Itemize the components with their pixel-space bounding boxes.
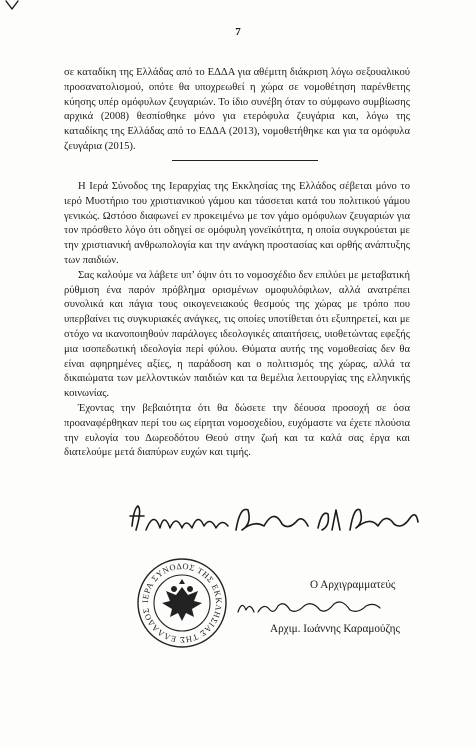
holy-synod-seal: [136, 557, 228, 649]
secretary-signature: [234, 594, 384, 618]
body-text-top: [64, 66, 410, 155]
section-divider: [172, 160, 318, 161]
corner-mark-icon: [4, 0, 26, 12]
paragraph-1: σε καταδίκη της Ελλάδας από το ΕΔΔΑ για αθέμιτη διάκριση λόγω σεξουαλικού προσανατολισμού, οπότε θα υποχρεωθεί η χώρα σε νομοθέτηση παρένθετης κύησης υπέρ ομόφυλων ζευγαριών. Το ίδιο συνέβη όταν το σύμφωνο συμβίωσης αρχικά (2008) θεσπίσθηκε μόνο για ετερόφυλα ζευγάρια και, λόγω της καταδίκης της Ελλάδας από το ΕΔΔΑ (2013), νομοθετήθηκε και για τα ομόφυλα ζευγάρια (2015).: [64, 67, 410, 152]
page-number: 7: [235, 26, 241, 38]
svg-text:ΙΕΡΑ ΣΥΝΟΔΟΣ ΤΗΣ ΕΚΚΛΗΣΙΑΣ ΤΗΣ: ΙΕΡΑ ΣΥΝΟΔΟΣ ΤΗΣ ΕΚΚΛΗΣΙΑΣ ΤΗΣ ΕΛΛΑΔΟΣ: [140, 561, 224, 645]
body-text-main: [64, 180, 410, 461]
paragraph-4: Έχοντας την βεβαιότητα ότι θα δώσετε την δέουσα προσοχή σε όσα προαναφέρθηκαν περί του ως είρηται νομοσχεδίου, ευχόμαστε να έχετε πλούσια την ευλογία του Δωρεοδότου Θεού στην ζωή και τα καλά σας έργα και διατελούμε μετά διαπύρων ευχών και τιμής.: [64, 402, 410, 459]
paragraph-2: Η Ιερά Σύνοδος της Ιεραρχίας της Εκκλησίας της Ελλάδος σέβεται μόνο το ιερό Μυστήριο του χριστιανικού γάμου και τάσσεται κατά του πολιτικού γάμου γενικώς. Ωστόσο διαφωνεί εν προκειμένω με τον γάμο ομόφυλων ζευγαριών για τον πρόσθετο λόγο ότι οδηγεί σε ομόφυλη γονεϊκότητα, η οποία συγκρούεται με την χριστιανική ανθρωπολογία και την ανάγκη προστασίας και ορθής ανάπτυξης των παιδιών.: [64, 181, 410, 266]
double-headed-eagle-icon: [162, 579, 202, 621]
paragraph-3: Σας καλούμε να λάβετε υπ’ όψιν ότι το νομοσχέδιο δεν επιλύει με μεταβατική ρύθμιση ένα παρόν πρόβλημα ορισμένων ομοφυλόφιλων, αλλά ανατρέπει συνολικά και πάγια τους οικογενειακούς θεσμούς της χώρας με τρόπο που υπερβαίνει τις συγκυριακές ανάγκες, τις οποίες υποτίθεται ότι εξυπηρετεί, και με στόχο να ικανοποιηθούν παράλογες ιδεολογικές απαιτήσεις, υιοθετώντας εφεξής μια ισοπεδωτική ιδεολογία περί φύλου. Θύματα αυτής της νομοθεσίας δεν θα είναι αφηρημένες αξίες, η παράδοση και ο πολιτισμός της χώρας, αλλά τα δικαιώματα των μελλοντικών παιδιών και τα θεμέλια λειτουργίας της ελληνικής κοινωνίας.: [64, 269, 410, 400]
secretary-title: Ο Αρχιγραμματεύς: [310, 579, 396, 591]
archbishop-signature: [124, 500, 424, 544]
secretary-name: Αρχιμ. Ιωάννης Καραμούζης: [270, 623, 400, 635]
